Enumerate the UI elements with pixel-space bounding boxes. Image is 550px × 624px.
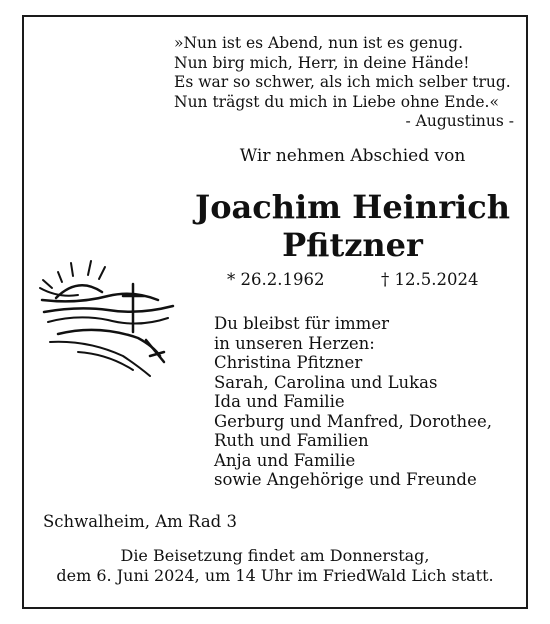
deceased-name-last: Pfitzner [282,226,423,264]
birth-date: * 26.2.1962 [227,270,325,289]
quote-author: - Augustinus - [405,112,514,130]
mourners-line: Du bleibst für immer [214,314,389,333]
mourners-line: Ruth und Familien [214,431,369,450]
mourners-list [214,314,492,490]
burial-line: dem 6. Juni 2024, um 14 Uhr im FriedWald Lich statt. [56,566,494,585]
mourners-line: sowie Angehörige und Freunde [214,470,477,489]
burial-notice [0,546,550,586]
mourners-line: Christina Pfitzner [214,353,363,372]
quote-line: Nun trägst du mich in Liebe ohne Ende.« [174,92,499,111]
augustinus-quote [174,34,514,132]
mourners-line: in unseren Herzen: [214,333,375,353]
mourners-line: Sarah, Carolina und Lukas [214,372,438,392]
farewell-heading: Wir nehmen Abschied von [239,146,466,166]
mourners-line: Ida und Familie [214,392,345,411]
address: Schwalheim, Am Rad 3 [43,512,237,531]
sunset-hills-cross-icon [38,258,178,383]
burial-line: Die Beisetzung findet am Donnerstag, [120,546,430,565]
mourners-line: Anja und Familie [214,450,356,470]
quote-line: Es war so schwer, als ich mich selber trug. [174,73,511,91]
mourners-line: Gerburg und Manfred, Dorothee, [214,411,492,431]
quote-line: Nun birg mich, Herr, in deine Hände! [174,53,470,72]
quote-line: »Nun ist es Abend, nun ist es genug. [174,34,464,52]
deceased-name-first: Joachim Heinrich [195,188,510,226]
death-date: † 12.5.2024 [381,270,479,289]
